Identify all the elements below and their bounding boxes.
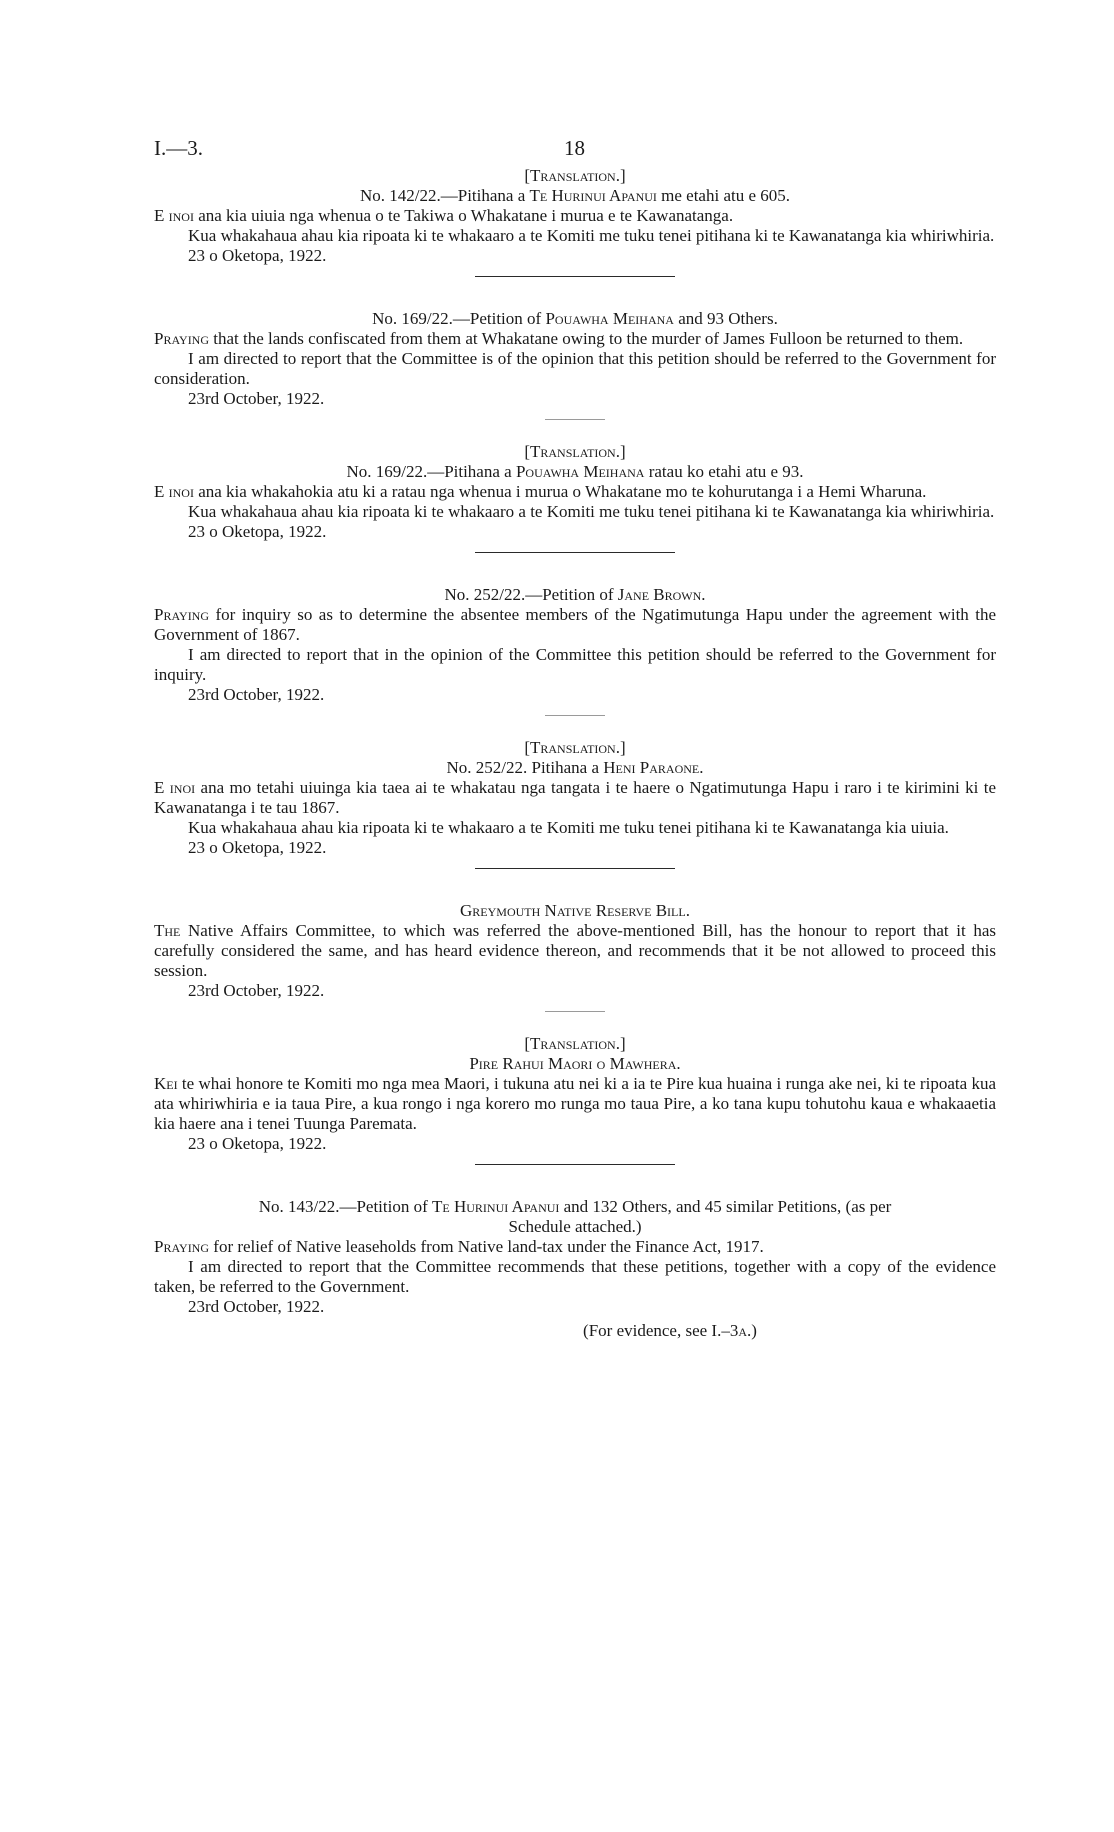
section-heading: No. 169/22.—Petition of Pouawha Meihana and 93 Others. — [372, 309, 778, 328]
section-date: 23rd October, 1922. — [188, 981, 325, 1000]
section-greymouth-bill — [154, 901, 996, 1001]
translation-label: [Translation.] — [524, 1034, 626, 1053]
section-heading: No. 252/22. Pitihana a Heni Paraone. — [446, 758, 704, 777]
section-169 — [154, 309, 996, 409]
section-heading-continued: Schedule attached.) — [508, 1217, 642, 1236]
section-date: 23rd October, 1922. — [188, 685, 325, 704]
report-paragraph: The Native Affairs Committee, to which was referred the above-mentioned Bill, has the honour to report that it has carefully considered the same, and has heard evidence thereon, and recommends that it be not allowed to proceed this session. — [154, 921, 996, 980]
report-paragraph: I am directed to report that the Committee recommends that these petitions, together with a copy of the evidence taken, be referred to the Government. — [154, 1257, 996, 1296]
report-paragraph: Kua whakahaua ahau kia ripoata ki te whakaaro a te Komiti me tuku tenei pitihana ki te Kawanatanga kia whiriwhiria. — [188, 226, 995, 245]
section-heading: No. 252/22.—Petition of Jane Brown. — [444, 585, 706, 604]
section-142-translation — [154, 166, 996, 266]
document-code: I.—3. — [154, 136, 203, 160]
report-paragraph: I am directed to report that the Committee is of the opinion that this petition should be referred to the Government for consideration. — [154, 349, 996, 388]
page-number: 18 — [564, 136, 585, 160]
petition-paragraph: E inoi ana kia uiuia nga whenua o te Takiwa o Whakatane i murua e te Kawanatanga. — [154, 206, 734, 225]
section-heading: No. 142/22.—Pitihana a Te Hurinui Apanui me etahi atu e 605. — [359, 186, 791, 205]
petition-paragraph: Praying for relief of Native leaseholds from Native land-tax under the Finance Act, 1917. — [154, 1237, 764, 1256]
section-heading: Pire Rahui Maori o Mawhera. — [469, 1054, 681, 1073]
report-paragraph: Kei te whai honore te Komiti mo nga mea Maori, i tukuna atu nei ki a ia te Pire kua huaina i runga ake nei, ki te ripoata kua ata whiriwhiria e ia taua Pire, a kua rongo i nga korero mo runga mo taua Pire, a ko tana kupu tohutohu kaua e whakaaetia kia haere ana i tenei Tuunga Paremata. — [154, 1074, 996, 1133]
report-paragraph: Kua whakahaua ahau kia ripoata ki te whakaaro a te Komiti me tuku tenei pitihana ki te Kawanatanga kia whiriwhiria. — [188, 502, 995, 521]
petition-paragraph: Praying that the lands confiscated from them at Whakatane owing to the murder of James Fulloon be returned to them. — [154, 329, 964, 348]
section-date: 23 o Oketopa, 1922. — [188, 1134, 327, 1153]
section-heading: No. 143/22.—Petition of Te Hurinui Apanui and 132 Others, and 45 similar Petitions, (as per — [258, 1197, 892, 1216]
section-greymouth-translation — [154, 1034, 996, 1154]
translation-label: [Translation.] — [524, 442, 626, 461]
evidence-footnote: (For evidence, see I.–3a.) — [583, 1321, 757, 1340]
section-date: 23 o Oketopa, 1922. — [188, 246, 327, 265]
section-252-translation — [154, 738, 996, 858]
page-header — [154, 130, 996, 166]
section-252 — [154, 585, 996, 705]
section-date: 23rd October, 1922. — [188, 389, 325, 408]
section-date: 23 o Oketopa, 1922. — [188, 838, 327, 857]
section-date: 23 o Oketopa, 1922. — [188, 522, 327, 541]
petition-paragraph: Praying for inquiry so as to determine the absentee members of the Ngatimutunga Hapu under the agreement with the Government of 1867. — [154, 605, 996, 644]
report-paragraph: Kua whakahaua ahau kia ripoata ki te whakaaro a te Komiti me tuku tenei pitihana ki te Kawanatanga kia uiuia. — [188, 818, 949, 837]
section-heading: No. 169/22.—Pitihana a Pouawha Meihana ratau ko etahi atu e 93. — [346, 462, 804, 481]
translation-label: [Translation.] — [524, 738, 626, 757]
section-heading: Greymouth Native Reserve Bill. — [460, 901, 690, 920]
petition-paragraph: E inoi ana mo tetahi uiuinga kia taea ai te whakatau nga tangata i te haere o Ngatimutunga Hapu i raro i te kirimini ki te Kawanatanga i te tau 1867. — [154, 778, 997, 817]
petition-paragraph: E inoi ana kia whakahokia atu ki a ratau nga whenua i murua o Whakatane mo te kohurutanga i a Hemi Wharuna. — [154, 482, 927, 501]
section-169-translation — [154, 442, 996, 542]
section-143 — [154, 1197, 996, 1341]
translation-label: [Translation.] — [524, 166, 626, 185]
report-paragraph: I am directed to report that in the opinion of the Committee this petition should be referred to the Government for inquiry. — [154, 645, 996, 684]
section-date: 23rd October, 1922. — [188, 1297, 325, 1316]
document-page — [154, 130, 996, 1341]
